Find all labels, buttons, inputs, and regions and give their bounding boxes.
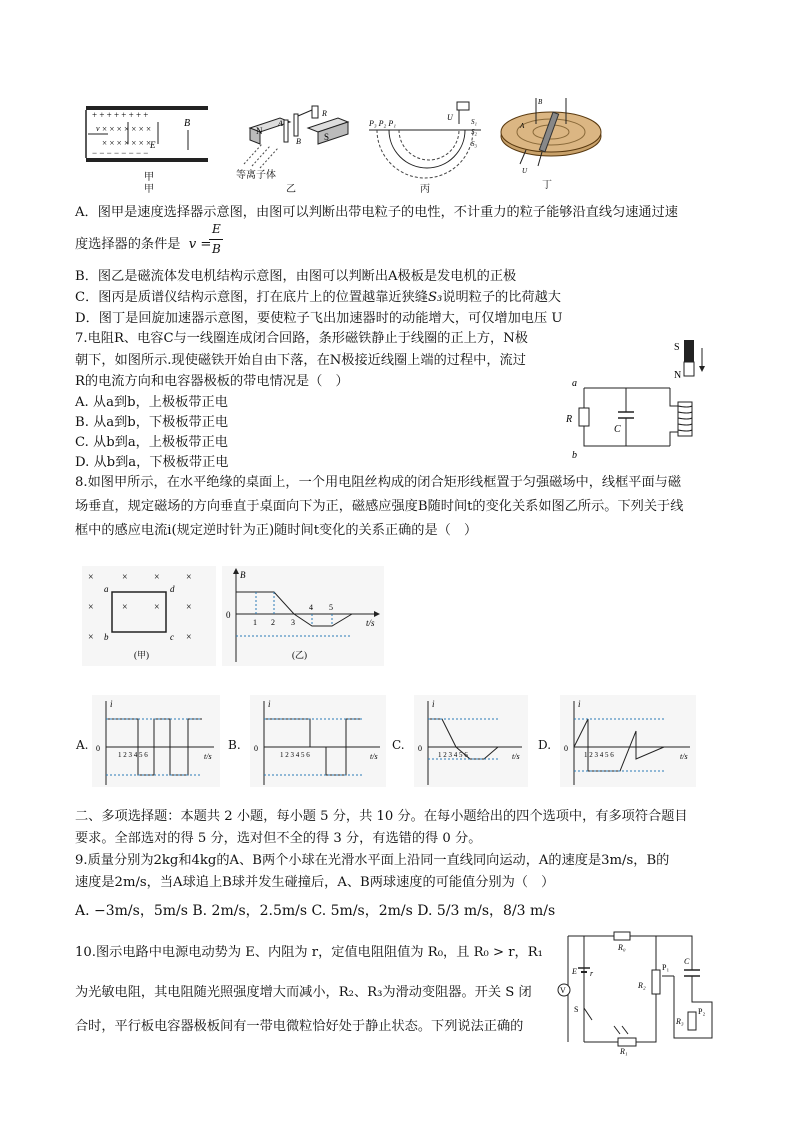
q8-option-d-graph[interactable]	[560, 695, 696, 787]
svg-text:×: ×	[88, 632, 94, 643]
q8-option-a-graph[interactable]	[92, 695, 220, 787]
q7-label-r: R	[566, 414, 573, 425]
q10-stem-line3: 合时，平行板电容器极板间有一带电微粒恰好处于静止状态。下列说法正确的	[75, 1019, 524, 1034]
q8-stem-line2: 场垂直，规定磁场的方向垂直于桌面向下为正，磁感应强度B随时间t的变化关系如图乙所示。下列关于线	[75, 499, 684, 514]
svg-text:×: ×	[154, 572, 160, 583]
svg-text:0: 0	[254, 744, 258, 753]
q8-option-b-graph[interactable]	[250, 695, 386, 787]
svg-text:×: ×	[88, 602, 94, 613]
q7-stem-line1: 7.电阻R、电容C与一线圈连成闭合回路，条形磁铁静止于线圈的正上方，N极	[75, 331, 528, 346]
q8-option-a-label[interactable]: A.	[76, 738, 89, 752]
section2-heading-line2: 要求。全部选对的得 5 分，选对但不全的得 3 分，有选错的得 0 分。	[75, 831, 482, 846]
q8-option-d-label[interactable]: D.	[538, 738, 552, 752]
svg-text:×: ×	[154, 602, 160, 613]
q8-corner-d: d	[170, 584, 175, 594]
plasma-caption: 等离子体	[236, 170, 276, 181]
q6-a-prefix: 度选择器的条件是	[75, 237, 181, 252]
svg-text:1 2 3 4 5 6: 1 2 3 4 5 6	[118, 751, 148, 759]
q7-label-b: b	[572, 450, 577, 461]
svg-text:i: i	[268, 699, 271, 709]
svg-text:t/s: t/s	[512, 752, 520, 761]
q6-option-a-line1: A．图甲是速度选择器示意图，由图可以判断出带电粒子的电性，不计重力的粒子能够沿直线匀速通过速	[75, 205, 678, 220]
q10-stem-line1: 10.图示电路中电源电动势为 E、内阻为 r，定值电阻阻值为 R₀，且 R₀ > r，R₁	[75, 945, 543, 960]
svg-text:i: i	[110, 699, 113, 709]
q8-yi-tick-5: 5	[329, 603, 333, 612]
q10-label-r3: R₃	[676, 1017, 684, 1026]
svg-text:1 2 3 4 5 6: 1 2 3 4 5 6	[438, 751, 468, 759]
q9-stem-line2: 速度是2m/s，当A球追上B球并发生碰撞后，A、B两球速度的可能值分别为（ ）	[75, 875, 555, 890]
q6-c-prefix: C．图丙是质谱仪结构示意图，打在底片上的位置越靠近狭缝	[75, 290, 428, 305]
q8-yi-tick-4: 4	[309, 603, 313, 612]
q9-options[interactable]: A. −3m/s，5m/s B. 2m/s，2.5m/s C. 5m/s，2m/s D. 5/3 m/s，8/3 m/s	[75, 903, 556, 919]
svg-text:1 2 3 4 5 6: 1 2 3 4 5 6	[584, 751, 614, 759]
svg-text:0: 0	[96, 744, 100, 753]
svg-text:S₃: S₃	[471, 140, 477, 148]
q8-corner-a: a	[104, 584, 109, 594]
q8-option-c-graph[interactable]	[414, 695, 528, 787]
q10-label-p2: P₂	[698, 1007, 706, 1016]
svg-text:− − − − − − − −: − − − − − − − −	[92, 148, 149, 158]
svg-text:× × × × × × ×: × × × × × × ×	[102, 138, 152, 148]
label-yi: 乙	[286, 184, 296, 195]
q7-label-c: C	[614, 424, 621, 435]
q10-label-r0: R₀	[618, 943, 626, 952]
svg-text:×: ×	[186, 572, 192, 583]
q10-stem-line2: 为光敏电阻，其电阻随光照强度增大而减小，R₂、R₃为滑动变阻器。开关 S 闭	[75, 985, 532, 1000]
q8-yi-tick-3: 3	[291, 618, 295, 627]
section2-heading-line1: 二、多项选择题：本题共 2 小题，每小题 5 分，共 10 分。在每小题给出的四个选项中，有多项符合题目	[75, 809, 688, 824]
svg-text:t/s: t/s	[370, 752, 378, 761]
q10-label-r2: R₂	[638, 981, 646, 990]
svg-text:t/s: t/s	[680, 752, 688, 761]
q7-label-n: N	[674, 370, 682, 381]
svg-text:S₂: S₂	[471, 128, 477, 136]
q8-corner-c: c	[170, 632, 174, 642]
q7-option-c[interactable]: C. 从b到a，上极板带正电	[75, 435, 228, 450]
q7-stem-line3: R的电流方向和电容器极板的带电情况是（ ）	[75, 374, 349, 389]
q10-label-r: r	[590, 969, 594, 978]
svg-text:S₁: S₁	[471, 118, 477, 126]
svg-text:A: A	[520, 122, 525, 130]
svg-text:×: ×	[122, 572, 128, 583]
q9-stem-line1: 9.质量分别为2kg和4kg的A、B两个小球在光滑水平面上沿同一直线同向运动，A的速度是3m/s，B的	[75, 853, 670, 868]
q10-label-v: V	[560, 986, 566, 995]
svg-text:× × × × × × ×: × × × × × × ×	[102, 124, 152, 134]
q10-label-r1: R₁	[620, 1047, 628, 1056]
q6-c-symbol: S₃	[427, 290, 443, 305]
q6-formula-numerator: E	[212, 222, 221, 236]
svg-text:×: ×	[122, 602, 128, 613]
svg-text:U: U	[447, 113, 453, 122]
q6-option-d: D．图丁是回旋加速器示意图，要使粒子飞出加速器时的动能增大，可仅增加电压 U	[75, 311, 563, 326]
label-jia-text: 甲	[144, 184, 154, 195]
q8-yi-axis-t: t/s	[366, 618, 375, 628]
svg-text:0: 0	[564, 744, 568, 753]
q7-option-a[interactable]: A. 从a到b，上极板带正电	[75, 395, 228, 410]
q10-label-p1: P₁	[662, 963, 670, 972]
q8-caption-jia: (甲)	[134, 650, 149, 660]
q8-figure-yi-b-t-graph	[222, 566, 384, 666]
q7-option-b[interactable]: B. 从a到b，下极板带正电	[75, 415, 229, 430]
q8-yi-origin: 0	[226, 610, 231, 620]
q6-option-b: B．图乙是磁流体发电机结构示意图，由图可以判断出A极板是发电机的正极	[75, 269, 517, 284]
svg-text:v: v	[96, 124, 100, 133]
q7-circuit-diagram	[562, 336, 722, 466]
label-jia: 甲	[144, 172, 154, 183]
q6-a-formula-lhs: v =	[188, 237, 212, 252]
q8-yi-axis-b: B	[240, 570, 246, 580]
q8-yi-tick-2: 2	[271, 618, 275, 627]
svg-text:t/s: t/s	[204, 752, 212, 761]
svg-text:i: i	[432, 699, 435, 709]
q10-label-s: S	[574, 1005, 579, 1014]
q8-caption-yi: (乙)	[292, 650, 307, 660]
label-ding: 丁	[542, 180, 552, 191]
svg-text:P₃ P₂ P₁: P₃ P₂ P₁	[369, 119, 397, 128]
svg-text:B: B	[184, 118, 191, 129]
q8-yi-tick-1: 1	[253, 618, 257, 627]
svg-text:N: N	[256, 126, 263, 136]
figure-bing	[365, 100, 485, 180]
q7-label-s: S	[674, 342, 680, 353]
q6-option-c	[75, 289, 561, 307]
ding-u-label: U	[522, 167, 528, 174]
svg-text:×: ×	[186, 602, 192, 613]
svg-text:R: R	[322, 109, 327, 118]
svg-text:0: 0	[418, 744, 422, 753]
q6-option-a-line2	[75, 236, 211, 254]
q7-option-d[interactable]: D. 从b到a，下极板带正电	[75, 455, 229, 470]
svg-text:A: A	[278, 119, 283, 128]
q8-corner-b: b	[104, 632, 109, 642]
q10-circuit-diagram	[556, 930, 722, 1058]
svg-text:1 2 3 4 5 6: 1 2 3 4 5 6	[280, 751, 310, 759]
figure-ding	[496, 94, 606, 174]
q6-formula-denominator: B	[212, 242, 221, 256]
q10-label-e: E	[572, 967, 577, 976]
q8-option-c-label[interactable]: C.	[392, 738, 405, 752]
svg-text:B: B	[296, 137, 301, 146]
q8-figure-jia	[82, 566, 216, 666]
label-bing: 丙	[420, 184, 430, 195]
svg-text:E: E	[150, 140, 156, 150]
q8-stem-line1: 8.如图甲所示，在水平绝缘的桌面上，一个用电阻丝构成的闭合矩形线框置于匀强磁场中，线框平面与磁	[75, 475, 682, 490]
q7-stem-line2: 朝下，如图所示.现使磁铁开始自由下落，在N极接近线圈上端的过程中，流过	[75, 353, 526, 368]
svg-text:+ + + + + + + +: + + + + + + + +	[92, 110, 149, 120]
q6-formula-bar	[209, 239, 223, 240]
svg-text:i: i	[578, 699, 581, 709]
q6-c-suffix: 说明粒子的比荷越大	[442, 290, 561, 305]
svg-text:B: B	[538, 98, 543, 106]
q8-option-b-label[interactable]: B.	[228, 738, 241, 752]
q8-stem-line3: 框中的感应电流i(规定逆时针为正)随时间t变化的关系正确的是（ ）	[75, 523, 478, 538]
svg-text:×: ×	[186, 632, 192, 643]
q10-label-c: C	[684, 957, 690, 966]
svg-text:S: S	[324, 132, 330, 142]
q7-label-a: a	[572, 378, 577, 389]
svg-text:×: ×	[88, 572, 94, 583]
